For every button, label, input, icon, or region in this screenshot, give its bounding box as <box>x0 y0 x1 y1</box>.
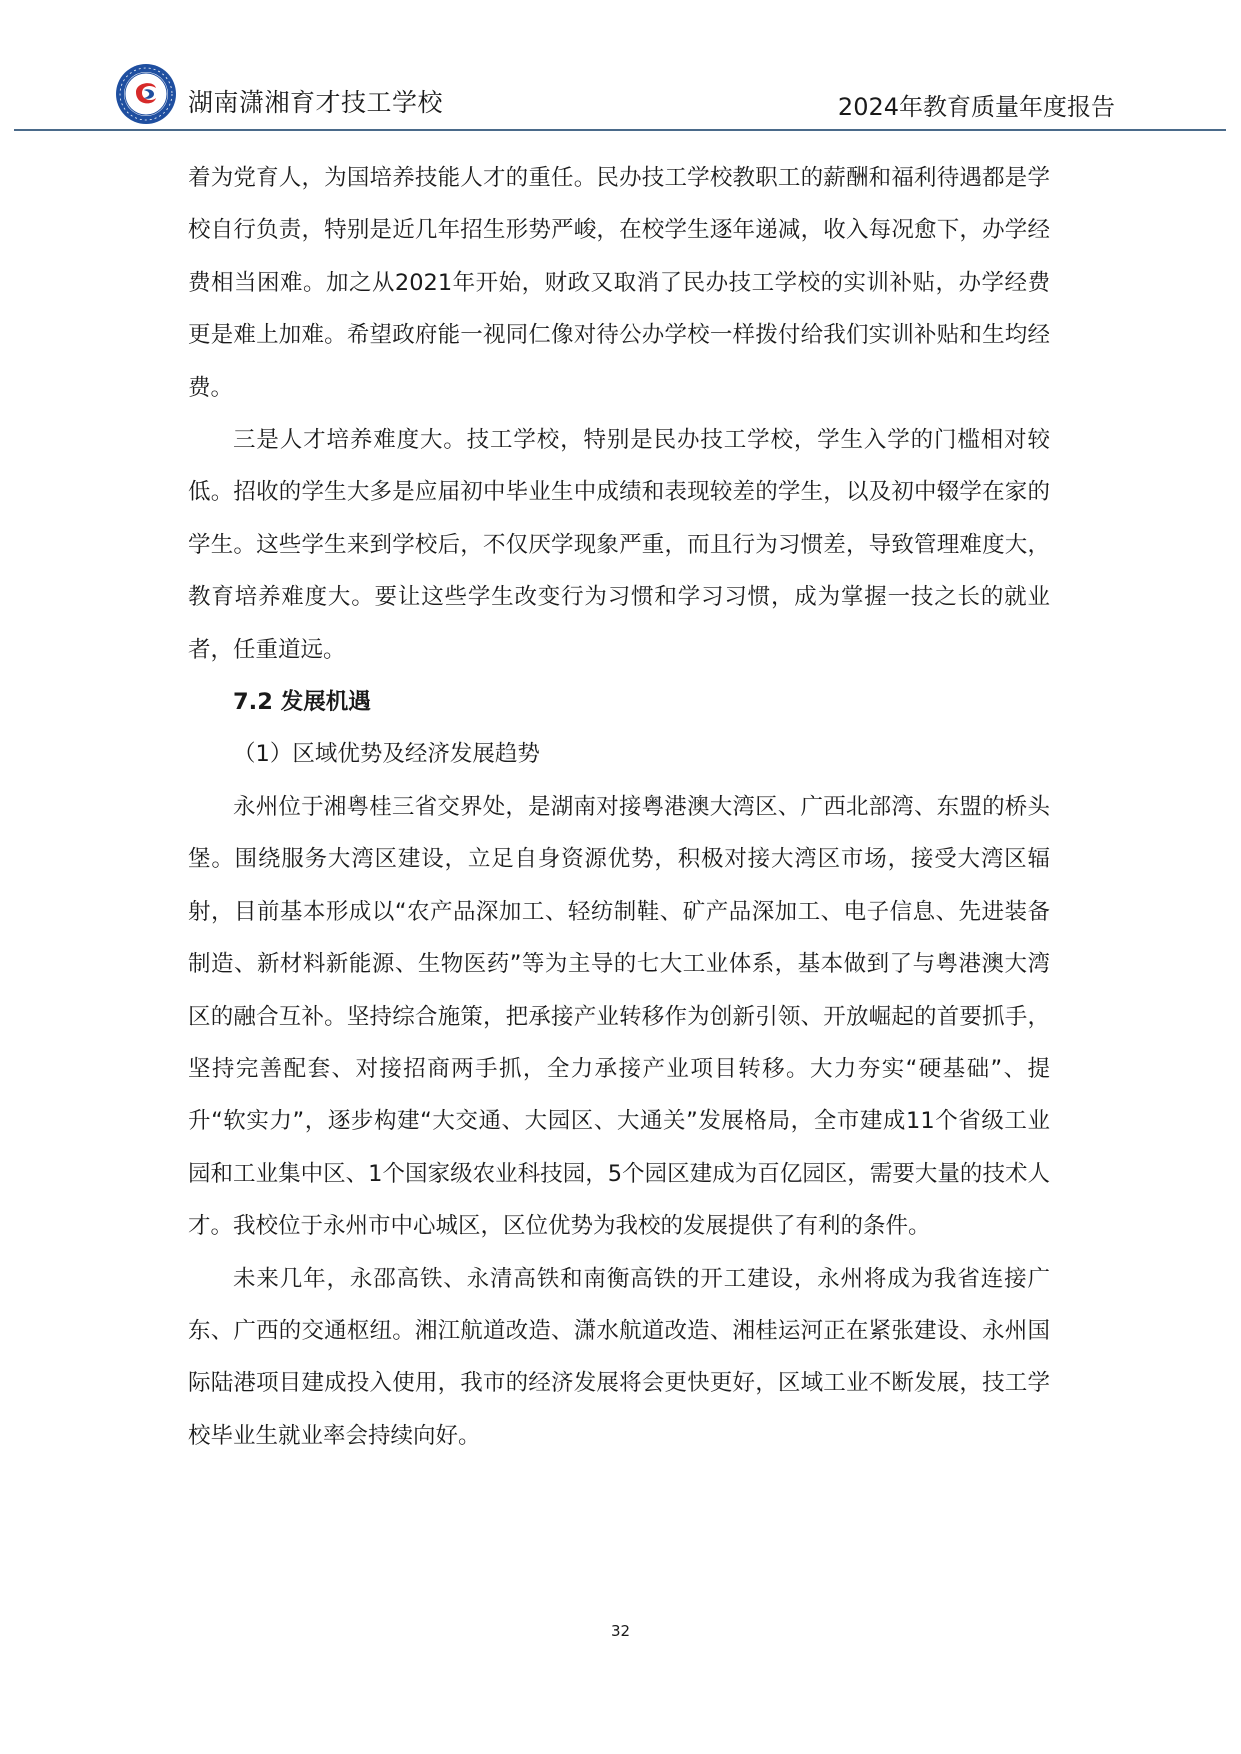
page-header <box>0 0 1241 132</box>
school-name: 湖南潇湘育才技工学校 <box>188 88 444 117</box>
report-title: 2024年教育质量年度报告 <box>837 93 1115 121</box>
paragraph: 三是人才培养难度大。技工学校，特别是民办技工学校，学生入学的门槛相对较低。招收的学生大多是应届初中毕业生中成绩和表现较差的学生，以及初中辍学在家的学生。这些学生来到学校后，不仅厌学现象严重，而且行为习惯差，导致管理难度大，教育培养难度大。要让这些学生改变行为习惯和学习习惯，成为掌握一技之长的就业者，任重道远。 <box>188 427 1050 663</box>
sub-heading: （1）区域优势及经济发展趋势 <box>233 741 540 768</box>
paragraph: 未来几年，永邵高铁、永清高铁和南衡高铁的开工建设，永州将成为我省连接广东、广西的交通枢纽。湘江航道改造、潇水航道改造、湘桂运河正在紧张建设、永州国际陆港项目建成投入使用，我市的经济发展将会更快更好，区域工业不断发展，技工学校毕业生就业率会持续向好。 <box>188 1265 1050 1449</box>
document-body <box>188 152 1050 1462</box>
school-logo-seal <box>114 62 178 126</box>
section-heading: 7.2 发展机遇 <box>233 689 371 716</box>
paragraph: 着为党育人，为国培养技能人才的重任。民办技工学校教职工的薪酬和福利待遇都是学校自行负责，特别是近几年招生形势严峻，在校学生逐年递减，收入每况愈下，办学经费相当困难。加之从2021年开始，财政又取消了民办技工学校的实训补贴，办学经费更是难上加难。希望政府能一视同仁像对待公办学校一样拨付给我们实训补贴和生均经费。 <box>188 165 1050 401</box>
paragraph: 永州位于湘粤桂三省交界处，是湖南对接粤港澳大湾区、广西北部湾、东盟的桥头堡。围绕服务大湾区建设，立足自身资源优势，积极对接大湾区市场，接受大湾区辐射，目前基本形成以“农产品深加工、轻纺制鞋、矿产品深加工、电子信息、先进装备制造、新材料新能源、生物医药”等为主导的七大工业体系，基本做到了与粤港澳大湾区的融合互补。坚持综合施策，把承接产业转移作为创新引领、开放崛起的首要抓手，坚持完善配套、对接招商两手抓，全力承接产业项目转移。大力夯实“硬基础”、提升“软实力”，逐步构建“大交通、大园区、大通关”发展格局，全市建成11个省级工业园和工业集中区、1个国家级农业科技园，5个园区建成为百亿园区，需要大量的技术人才。我校位于永州市中心城区，区位优势为我校的发展提供了有利的条件。 <box>188 793 1050 1240</box>
page-number: 32 <box>610 1622 631 1640</box>
header-divider <box>14 129 1226 131</box>
